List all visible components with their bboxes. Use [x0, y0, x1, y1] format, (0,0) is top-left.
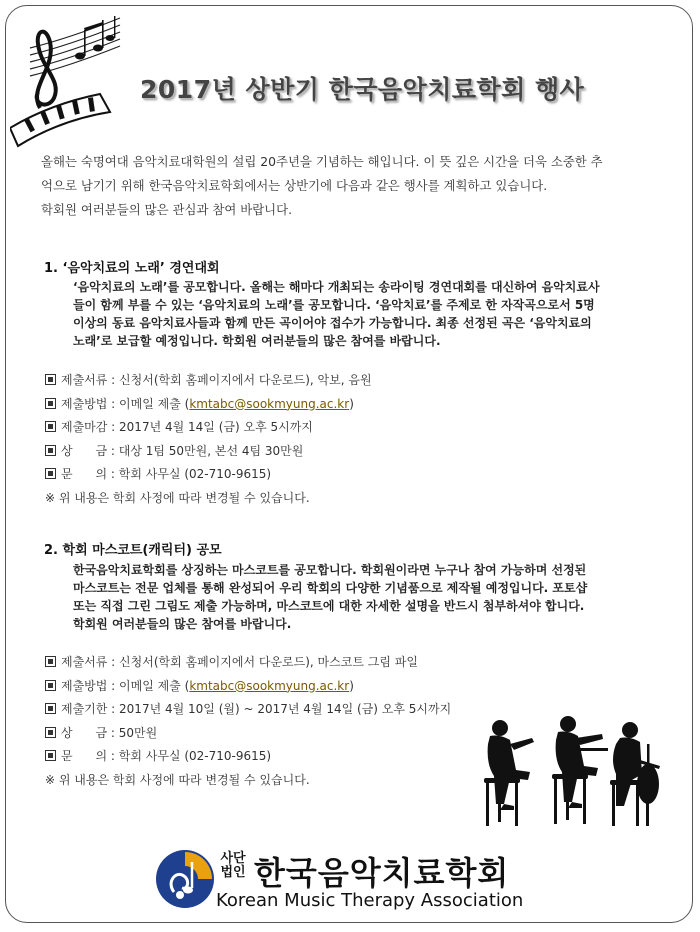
section1-body-line: 이상의 동료 음악치료사들과 함께 만든 곡이어야 접수가 가능합니다. 최종 선정된 곡은 ‘음악치료의 — [73, 316, 592, 330]
section1-body-line: ‘음악치료의 노래’를 공모합니다. 올해는 해마다 개최되는 송라이팅 경연대회를 대신하여 음악치료사 — [73, 280, 600, 294]
section1-note: ※ 위 내용은 학회 사정에 따라 변경될 수 있습니다. — [45, 490, 310, 505]
section1-method-row — [45, 393, 665, 417]
section2-prize: 상 금 : 50만원 — [61, 725, 158, 740]
section1-prize: 상 금 : 대상 1팀 50만원, 본선 4팀 30만원 — [61, 443, 304, 458]
logo-korean-name: 한국음악치료학회 — [254, 854, 510, 892]
section2-method-suffix: ) — [349, 678, 354, 693]
section1-prize-row — [45, 440, 665, 464]
logo-badge-bottom: 법인 — [220, 865, 246, 880]
section2-docs-row — [45, 651, 665, 675]
section2-body-line: 또는 직접 그린 그림도 제출 가능하며, 마스코트에 대한 자세한 설명을 반드시 첨부하셔야 합니다. — [73, 599, 585, 613]
section2-body-line: 학회원 여러분들의 많은 참여를 바랍니다. — [73, 617, 292, 631]
section2-method-prefix: 제출방법 : 이메일 제출 ( — [61, 678, 190, 693]
logo-badge — [218, 852, 248, 880]
section1-deadline: 제출마감 : 2017년 4월 14일 (금) 오후 5시까지 — [61, 420, 313, 435]
square-bullet-icon — [45, 656, 56, 667]
section2-method-row — [45, 675, 665, 699]
section2-heading: 2. 학회 마스코트(캐릭터) 공모 — [44, 543, 222, 558]
square-bullet-icon — [45, 727, 56, 738]
square-bullet-icon — [45, 750, 56, 761]
section2-note: ※ 위 내용은 학회 사정에 따라 변경될 수 있습니다. — [45, 772, 310, 787]
intro-line: 학회원 여러분들의 많은 관심과 참여 바랍니다. — [41, 202, 293, 217]
section1-docs: 제출서류 : 신청서(학회 홈페이지에서 다운로드), 악보, 음원 — [61, 373, 372, 387]
section1-body — [73, 278, 663, 350]
association-logo — [154, 848, 554, 918]
section2-deadline: 제출기한 : 2017년 4월 10일 (월) ~ 2017년 4월 14일 (금) 오후 5시까지 — [61, 702, 452, 717]
section1-docs-row — [45, 369, 665, 393]
section1-contact-row — [45, 463, 665, 487]
section2-docs: 제출서류 : 신청서(학회 홈페이지에서 다운로드), 마스코트 그림 파일 — [61, 655, 418, 669]
section2-body-line: 한국음악치료학회를 상징하는 마스코트를 공모합니다. 학회원이라면 누구나 참여 가능하며 선정된 — [73, 563, 587, 577]
section1-heading: 1. ‘음악치료의 노래’ 경연대회 — [44, 261, 220, 276]
square-bullet-icon — [45, 374, 56, 385]
page-title: 2017년 상반기 한국음악치료학회 행사 — [140, 75, 585, 104]
logo-badge-top: 사단 — [220, 851, 246, 866]
section1-contact: 문 의 : 학회 사무실 (02-710-9615) — [61, 467, 272, 482]
square-bullet-icon — [45, 398, 56, 409]
section1-method-prefix: 제출방법 : 이메일 제출 ( — [61, 396, 190, 411]
section2-body-line: 마스코트는 전문 업체를 통해 완성되어 우리 학회의 다양한 기념품으로 제작될 예정입니다. 포토샵 — [73, 581, 588, 595]
intro-line: 억으로 남기기 위해 한국음악치료학회에서는 상반기에 다음과 같은 행사를 계획하고 있습니다. — [41, 178, 548, 193]
section2-contact: 문 의 : 학회 사무실 (02-710-9615) — [61, 749, 272, 764]
section1-method-suffix: ) — [349, 396, 354, 411]
section2-body — [73, 561, 663, 633]
square-bullet-icon — [45, 703, 56, 714]
section1-body-line: 노래’로 보급할 예정입니다. 학회원 여러분들의 많은 참여를 바랍니다. — [73, 334, 441, 348]
section1-body-line: 들이 함께 부를 수 있는 ‘음악치료의 노래’를 공모합니다. ‘음악치료’를 주제로 한 자작곡으로서 5명 — [73, 298, 595, 312]
section2-email-link[interactable]: kmtabc@sookmyung.ac.kr — [189, 678, 350, 693]
section1-details — [45, 369, 665, 511]
section1-deadline-row — [45, 416, 665, 440]
intro-line: 올해는 숙명여대 음악치료대학원의 설립 20주년을 기념하는 해입니다. 이 뜻 깊은 시간을 더욱 소중한 추 — [41, 154, 603, 169]
music-therapy-emblem-icon — [154, 848, 216, 910]
square-bullet-icon — [45, 421, 56, 432]
square-bullet-icon — [45, 445, 56, 456]
section1-email-link[interactable]: kmtabc@sookmyung.ac.kr — [189, 396, 350, 411]
music-notes-illustration — [10, 8, 150, 148]
square-bullet-icon — [45, 468, 56, 479]
string-trio-silhouette-illustration — [470, 714, 666, 828]
square-bullet-icon — [45, 680, 56, 691]
intro-paragraph — [41, 150, 661, 222]
logo-english-name: Korean Music Therapy Association — [216, 890, 524, 911]
